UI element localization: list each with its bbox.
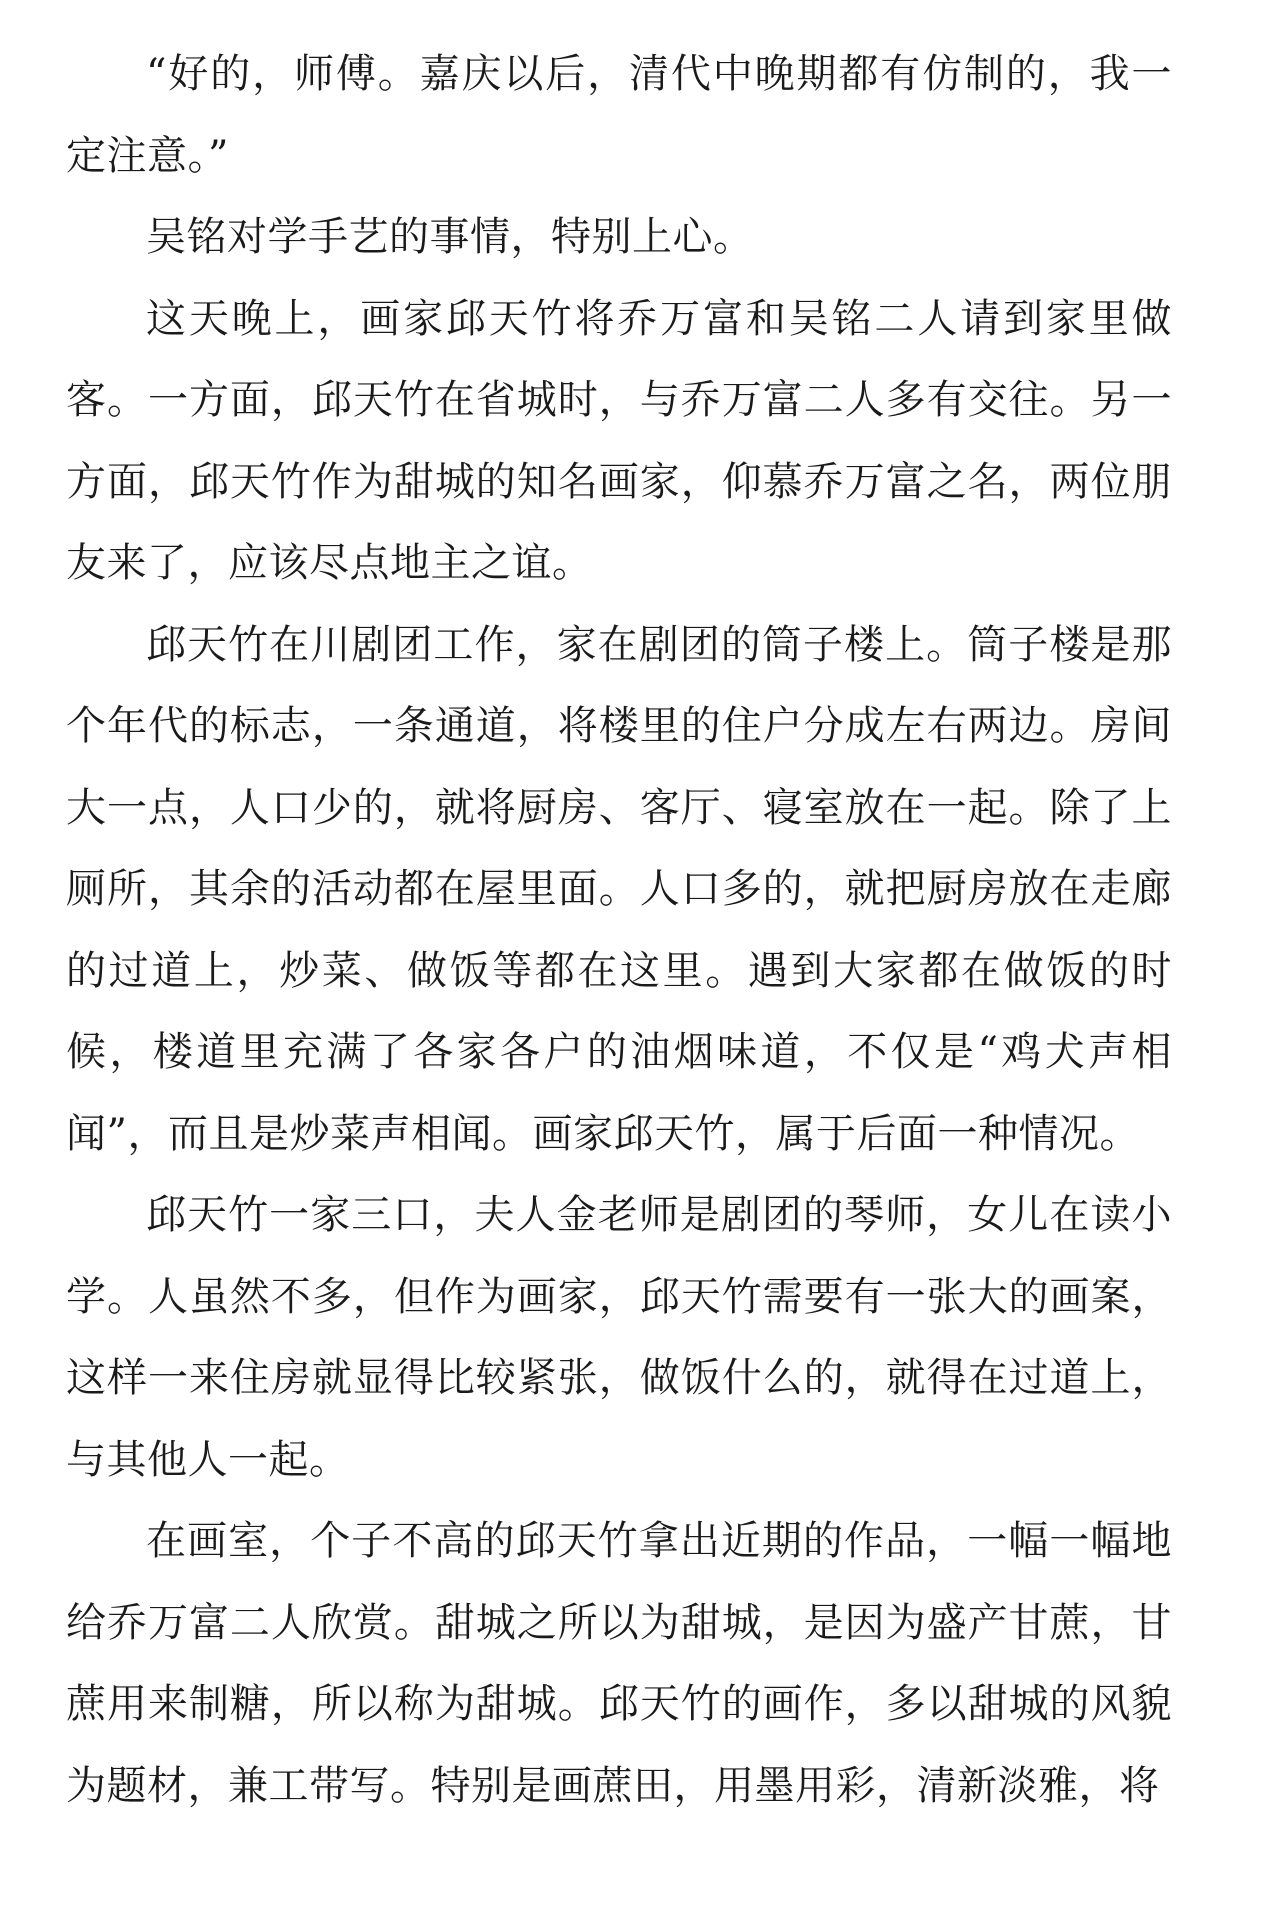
paragraph-2: 吴铭对学手艺的事情，特别上心。 [146,214,754,260]
document-page [66,34,1172,1827]
paragraph-5: 邱天竹一家三口，夫人金老师是剧团的琴师，女儿在读小学。人虽然不多，但作为画家，邱天竹需要有一张大的画案，这样一来住房就显得比较紧张，做饭什么的，就得在过道上，与其他人一起。 [66,1192,1172,1483]
paragraph-1: “好的，师傅。嘉庆以后，清代中晚期都有仿制的，我一定注意。” [66,51,1172,179]
paragraph-3: 这天晚上，画家邱天竹将乔万富和吴铭二人请到家里做客。一方面，邱天竹在省城时，与乔万富二人多有交往。另一方面，邱天竹作为甜城的知名画家，仰慕乔万富之名，两位朋友来了，应该尽点地主之谊。 [66,295,1172,586]
paragraph-6: 在画室，个子不高的邱天竹拿出近期的作品，一幅一幅地给乔万富二人欣赏。甜城之所以为甜城，是因为盛产甘蔗，甘蔗用来制糖，所以称为甜城。邱天竹的画作，多以甜城的风貌为题材，兼工带写。特别是画蔗田，用墨用彩，清新淡雅，将 [66,1518,1172,1809]
paragraph-4: 邱天竹在川剧团工作，家在剧团的筒子楼上。筒子楼是那个年代的标志，一条通道，将楼里的住户分成左右两边。房间大一点，人口少的，就将厨房、客厅、寝室放在一起。除了上厕所，其余的活动都在屋里面。人口多的，就把厨房放在走廊的过道上，炒菜、做饭等都在这里。遇到大家都在做饭的时候，楼道里充满了各家各户的油烟味道，不仅是“鸡犬声相闻”，而且是炒菜声相闻。画家邱天竹，属于后面一种情况。 [66,621,1172,1157]
